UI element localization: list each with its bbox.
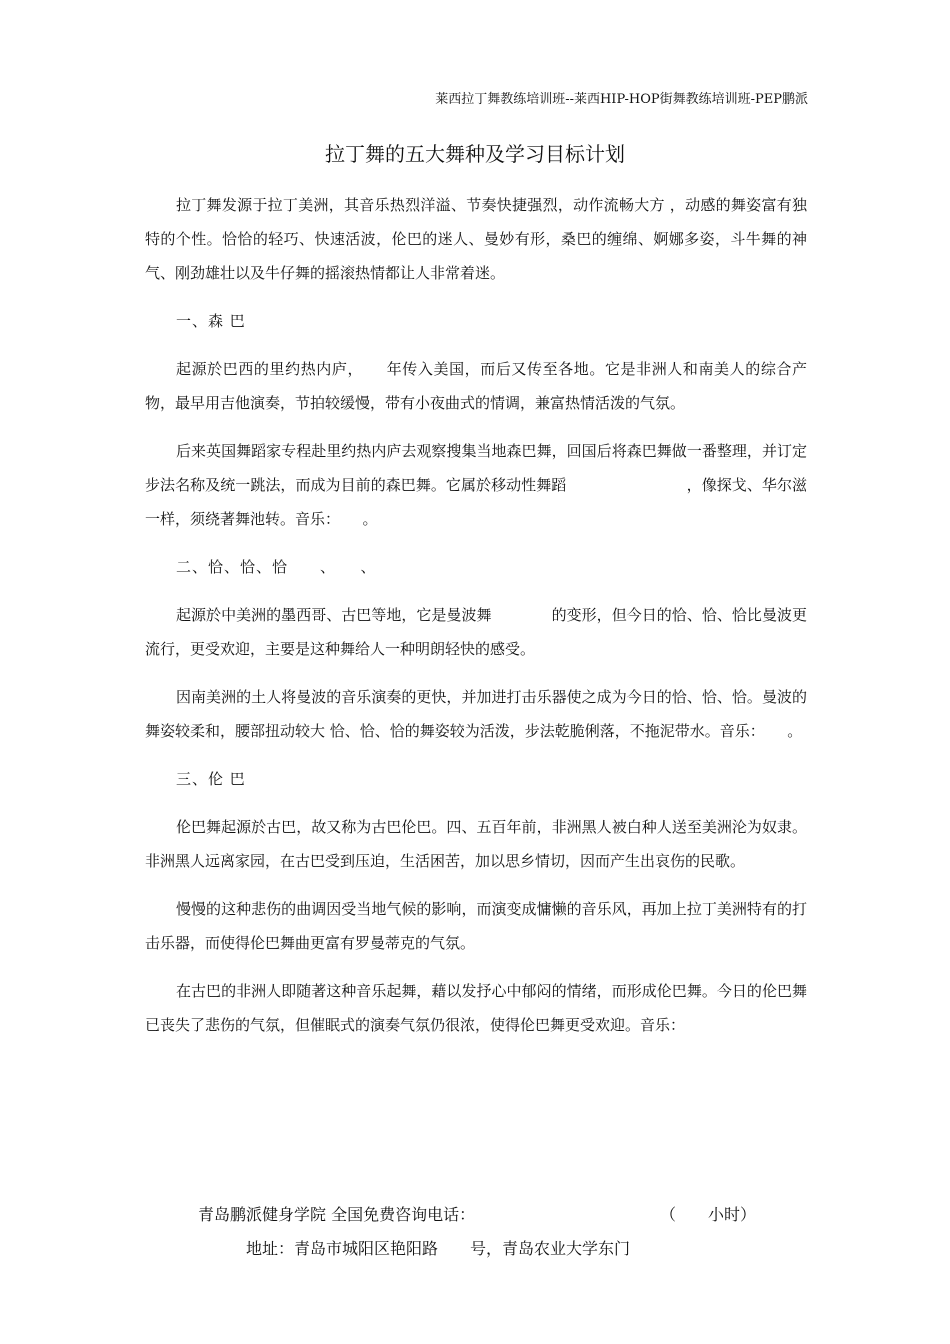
chachacha-paragraph-2: 因南美洲的土人将曼波的音乐演奏的更快，并加进打击乐器使之成为今日的恰、恰、恰。曼波的舞姿较柔和，腰部扭动较大 恰、恰、恰的舞姿较为活泼，步法乾脆俐落，不拖泥带水。音乐： 。 — [145, 688, 807, 740]
samba-paragraph-2: 后来英国舞蹈家专程赴里约热内庐去观察搜集当地森巴舞，回国后将森巴舞做一番整理，并订定步法名称及统一跳法，而成为目前的森巴舞。它属於移动性舞蹈 ，像探戈、华尔滋一样，须绕著舞池转。音乐： 。 — [145, 442, 807, 528]
samba-paragraph-1: 起源於巴西的里约热内庐， 年传入美国，而后又传至各地。它是非洲人和南美人的综合产物，最早用吉他演奏，节拍较缓慢，带有小夜曲式的情调，兼富热情活泼的气氛。 — [145, 360, 807, 412]
footer-contact-line — [198, 1200, 757, 1230]
rumba-paragraph-1: 伦巴舞起源於古巴，故又称为古巴伦巴。四、五百年前，非洲黑人被白种人送至美洲沦为奴隶。非洲黑人远离家园，在古巴受到压迫，生活困苦，加以思乡情切，因而产生出哀伤的民歌。 — [145, 818, 807, 870]
rumba-paragraph-3: 在古巴的非洲人即随著这种音乐起舞，藉以发抒心中郁闷的情绪，而形成伦巴舞。今日的伦巴舞已丧失了悲伤的气氛，但催眠式的演奏气氛仍很浓，使得伦巴舞更受欢迎。音乐： — [145, 982, 807, 1034]
intro-paragraph: 拉丁舞发源于拉丁美洲，其音乐热烈洋溢、节奏快捷强烈，动作流畅大方 ，动感的舞姿富有独特的个性。恰恰的轻巧、快速活波，伦巴的迷人、曼妙有形，桑巴的缠绵、婀娜多姿，斗牛舞的神气、刚劲雄壮以及牛仔舞的摇滚热情都让人非常着迷。 — [145, 196, 807, 282]
footer-hours: （ 小时） — [660, 1205, 757, 1224]
section-heading-chachacha: 二、恰、恰、恰 、 、 — [176, 558, 377, 576]
footer-address-line: 地址：青岛市城阳区艳阳路 号，青岛农业大学东门 — [246, 1239, 631, 1258]
document-body — [145, 188, 807, 1056]
section-heading-samba: 一、森 巴 — [176, 312, 246, 330]
chachacha-paragraph-1: 起源於中美洲的墨西哥、古巴等地，它是曼波舞 的变形，但今日的恰、恰、恰比曼波更流行，更受欢迎，主要是这种舞给人一种明朗轻快的感受。 — [145, 606, 807, 658]
page-header: 莱西拉丁舞教练培训班--莱西HIP-HOP街舞教练培训班-PEP鹏派 — [435, 92, 808, 107]
rumba-paragraph-2: 慢慢的这种悲伤的曲调因受当地气候的影响，而演变成慵懒的音乐风，再加上拉丁美洲特有的打击乐器，而使得伦巴舞曲更富有罗曼蒂克的气氛。 — [145, 900, 807, 952]
footer-hotline-label: 青岛鹏派健身学院 全国免费咨询电话： — [198, 1205, 476, 1224]
section-heading-rumba: 三、伦 巴 — [176, 770, 246, 788]
document-title: 拉丁舞的五大舞种及学习目标计划 — [325, 142, 625, 166]
